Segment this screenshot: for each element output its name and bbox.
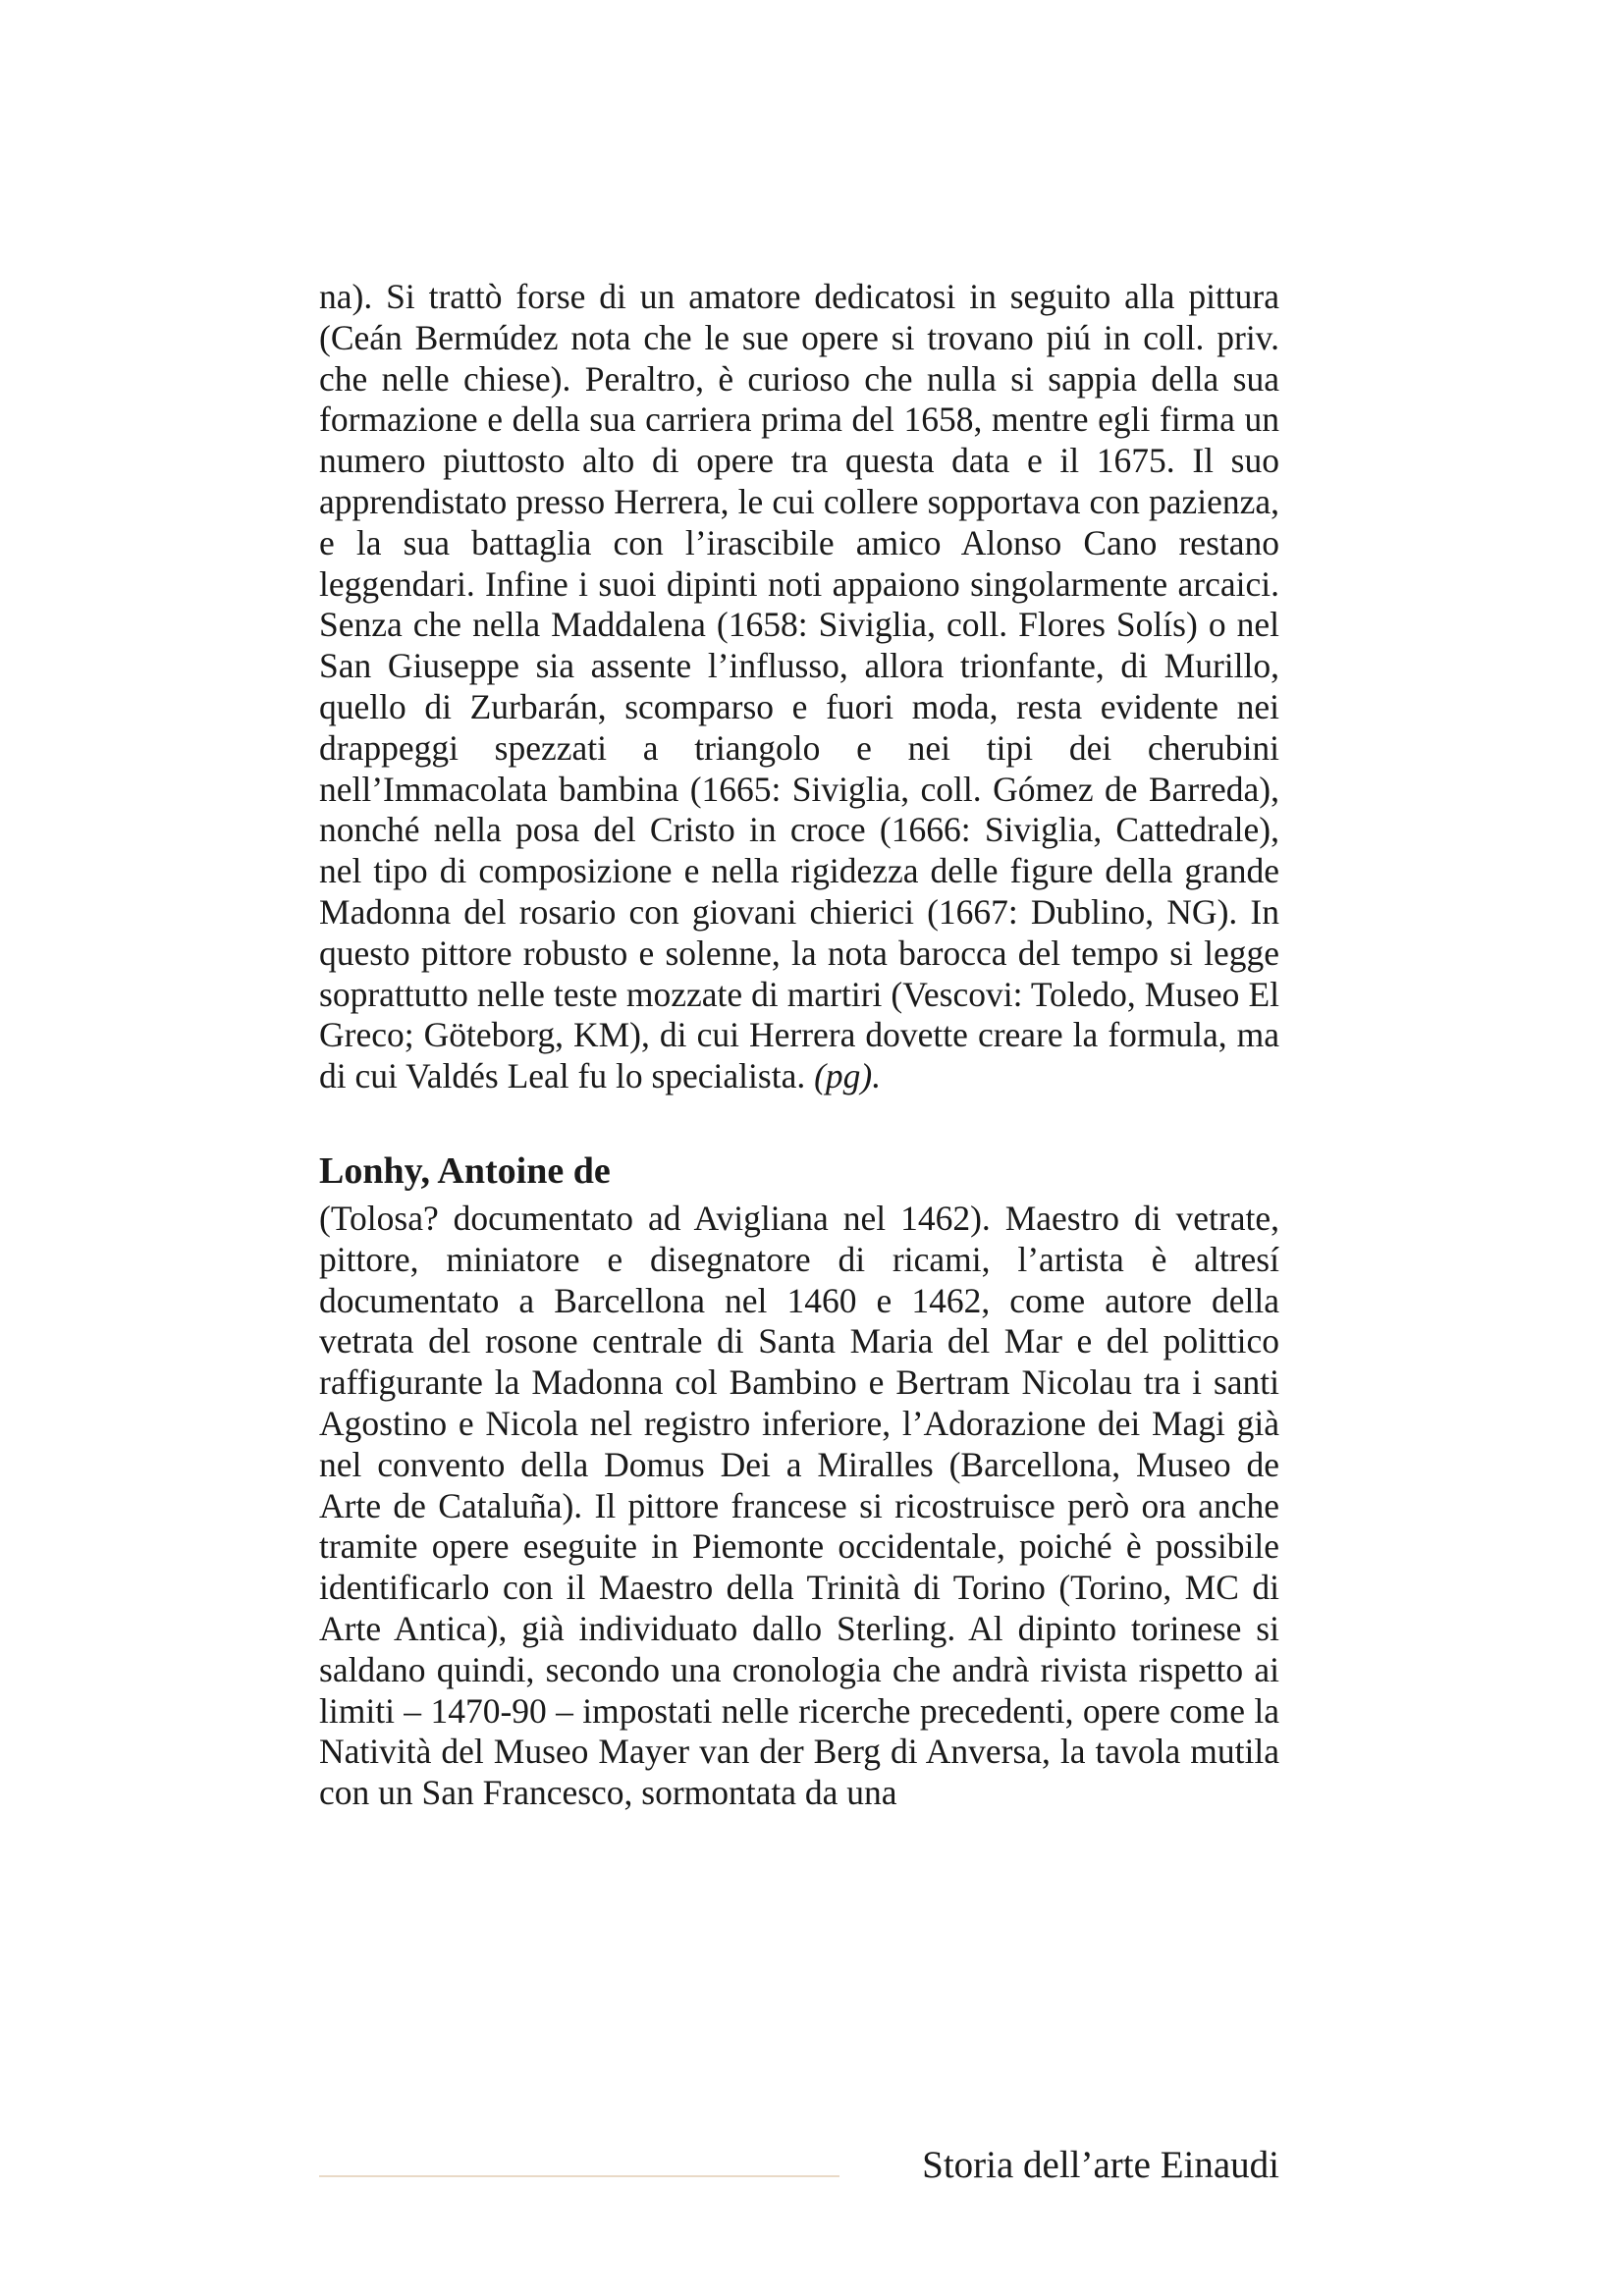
- page-content: [319, 277, 1279, 1814]
- footer-rule: [319, 2175, 839, 2177]
- entry-body-text: (Tolosa? documentato ad Avigliana nel 1462). Maestro di vetrate, pittore, miniatore e disegnatore di ricami, l’artista è altresí documentato a Barcellona nel 1460 e 1462, come autore della vetrata del rosone centrale di Santa Maria del Mar e del polittico raffigurante la Madonna col Bambino e Bertram Nicolau tra i santi Agostino e Nicola nel registro inferiore, l’Adorazione dei Magi già nel convento della Domus Dei a Miralles (Barcellona, Museo de Arte de Cataluña). Il pittore francese si ricostruisce però ora anche tramite opere eseguite in Piemonte occidentale, poiché è possibile identificarlo con il Maestro della Trinità di Torino (Torino, MC di Arte Antica), già individuato dallo Sterling. Al dipinto torinese si saldano quindi, secondo una cronologia che andrà rivista rispetto ai limiti – 1470-90 – impostati nelle ricerche precedenti, opere come la Natività del Museo Mayer van der Berg di Anversa, la tavola mutila con un San Francesco, sormontata da una: [319, 1198, 1279, 1813]
- page-footer: [319, 2141, 1279, 2190]
- continuation-paragraph: na). Si trattò forse di un amatore dedicatosi in seguito alla pittura (Ceán Bermúdez nota che le sue opere si trovano piú in coll. priv. che nelle chiese). Peraltro, è curioso che nulla si sappia della sua formazione e della sua carriera prima del 1658, mentre egli firma un numero piuttosto alto di opere tra questa data e il 1675. Il suo apprendistato presso Herrera, le cui collere sopportava con pazienza, e la sua battaglia con l’irascibile amico Alonso Cano restano leggendari. Infine i suoi dipinti noti appaiono singolarmente arcaici. Senza che nella Maddalena (1658: Siviglia, coll. Flores Solís) o nel San Giuseppe sia assente l’influsso, allora trionfante, di Murillo, quello di Zurbarán, scomparso e fuori moda, resta evidente nei drappeggi spezzati a triangolo e nei tipi dei cherubini nell’Immacolata bambina (1665: Siviglia, coll. Gómez de Barreda), nonché nella posa del Cristo in croce (1666: Siviglia, Cattedrale), nel tipo di composizione e nella rigidezza delle figure della grande Madonna del rosario con giovani chierici (1667: Dublino, NG). In questo pittore robusto e solenne, la nota barocca del tempo si legge soprattutto nelle teste mozzate di martiri (Vescovi: Toledo, Museo El Greco; Göteborg, KM), di cui Herrera dovette creare la formula, ma di cui Valdés Leal fu lo specialista.: [319, 277, 1279, 1096]
- entry-title: Lonhy, Antoine de: [319, 1149, 611, 1192]
- author-initials: (pg).: [814, 1056, 882, 1096]
- entry-continuation-text: [319, 277, 1279, 1097]
- footer-publisher: Storia dell’arte Einaudi: [922, 2144, 1279, 2186]
